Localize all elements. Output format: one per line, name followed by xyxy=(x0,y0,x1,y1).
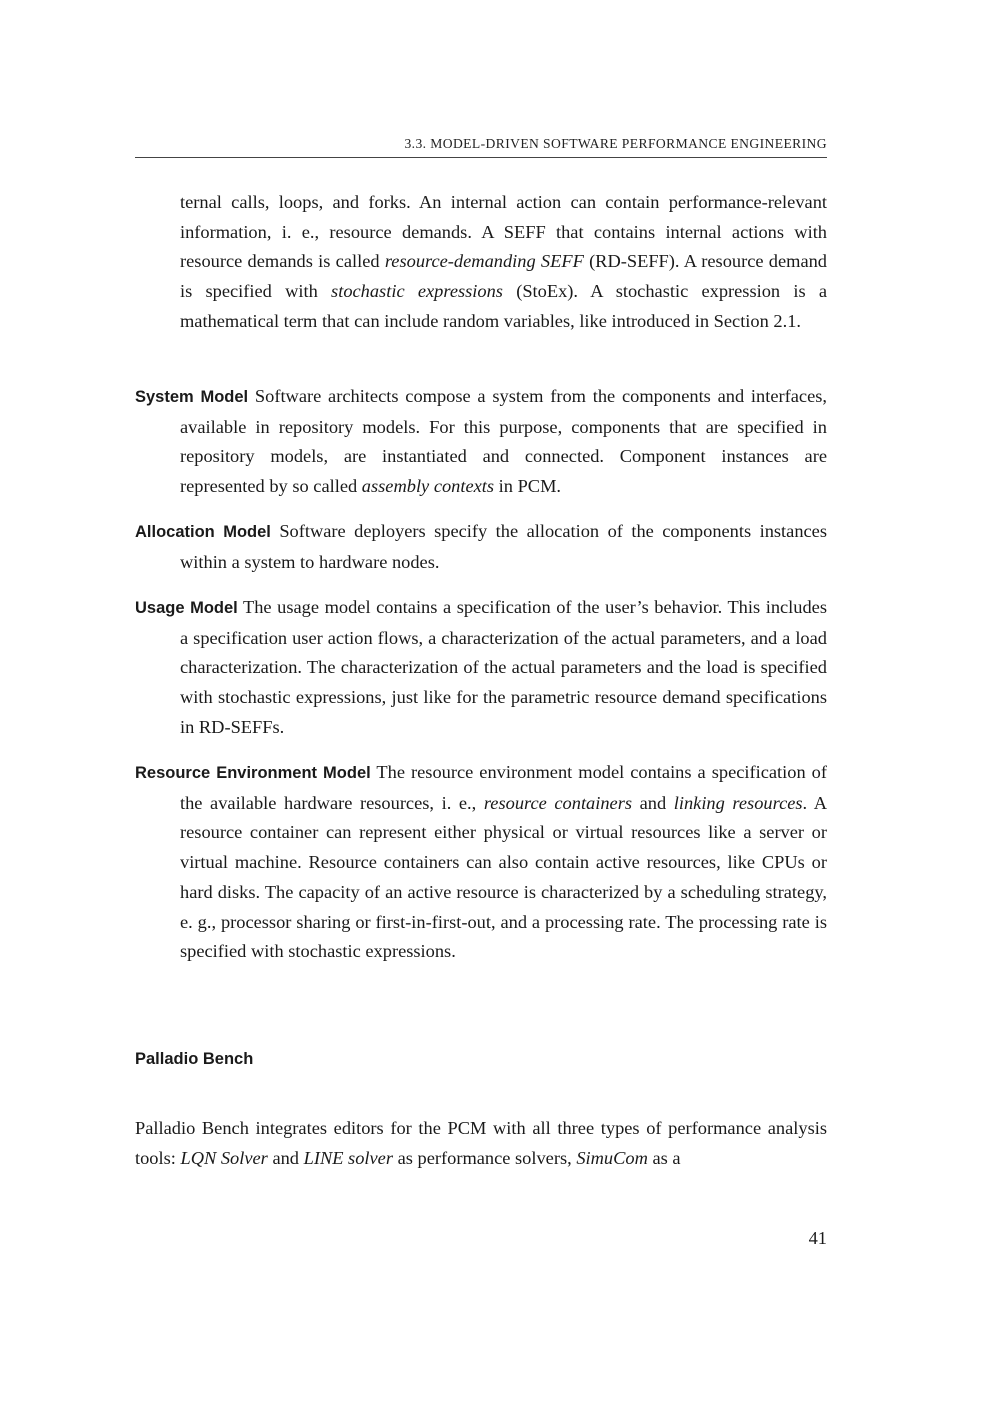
term-allocation-model: Allocation Model xyxy=(135,523,271,541)
running-head: 3.3. MODEL-DRIVEN SOFTWARE PERFORMANCE ENGINEERING xyxy=(404,136,827,151)
header-rule xyxy=(135,157,827,158)
term-system-model: System Model xyxy=(135,388,249,406)
definition-system-model: System Model Software architects compose a system from the components and interfaces, available in repository models. For this purpose, components that are specified in repository models, are instantiated and connected. Component instances are represented by so called assembly contexts in PCM. xyxy=(135,386,827,497)
palladio-paragraph: Palladio Bench integrates editors for the PCM with all three types of performance analysis tools: LQN Solver and LINE solver as performance solvers, SimuCom as a xyxy=(135,1118,827,1168)
definition-resource-environment-model: Resource Environment Model The resource environment model contains a specification of the available hardware resources, i. e., resource containers and linking resources. A resource container can represent either physical or virtual resources like a server or virtual machine. Resource containers can also contain active resources, like CPUs or hard disks. The capacity of an active resource is characterized by a scheduling strategy, e. g., processor sharing or first-in-first-out, and a processing rate. The processing rate is specified with stochastic expressions. xyxy=(135,762,827,962)
section-title-palladio-bench: Palladio Bench xyxy=(135,1050,254,1068)
term-usage-model: Usage Model xyxy=(135,599,238,617)
page-number: 41 xyxy=(808,1228,827,1248)
term-resource-environment-model: Resource Environment Model xyxy=(135,764,371,782)
definition-usage-model: Usage Model The usage model contains a specification of the user’s behavior. This includes a specification user action flows, a characterization of the actual parameters, and a load characterization. The characterization of the actual parameters and the load is specified with stochastic expressions, just like for the parametric resource demand specifications in RD-SEFFs. xyxy=(135,597,827,737)
definition-allocation-model: Allocation Model Software deployers specify the allocation of the components instances within a system to hardware nodes. xyxy=(135,521,828,572)
continuation-paragraph: ternal calls, loops, and forks. An internal action can contain performance-relevant information, i. e., resource demands. A SEFF that contains internal actions with resource demands is called resource-demanding SEFF (RD-SEFF). A resource demand is specified with stochastic expressions (StoEx). A stochastic expression is a mathematical term that can include random variables, like introduced in Section 2.1. xyxy=(180,192,828,331)
